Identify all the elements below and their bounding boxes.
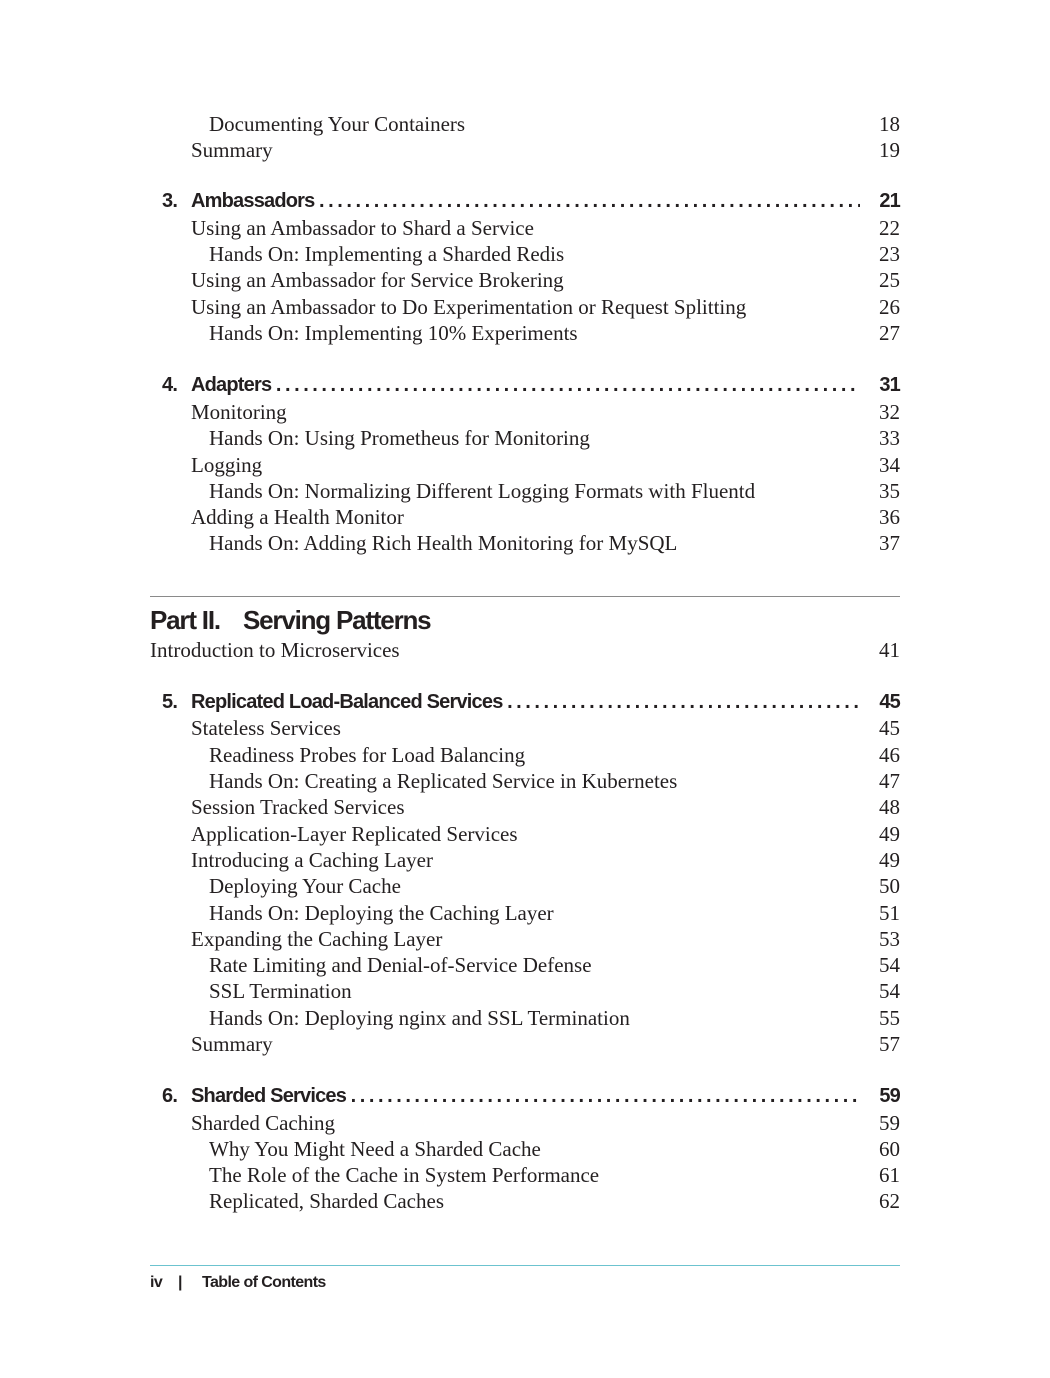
chapter-heading[interactable]	[150, 371, 900, 399]
entry-title: Monitoring	[191, 400, 287, 424]
chapter-title: Replicated Load-Balanced Services . . .	[191, 688, 860, 716]
toc-entry[interactable]	[150, 137, 900, 163]
entry-page: 55	[879, 1006, 900, 1030]
entry-page: 22	[879, 216, 900, 240]
toc-entry[interactable]	[150, 1031, 900, 1057]
entry-page: 51	[879, 901, 900, 925]
entry-title: Adding a Health Monitor	[191, 505, 404, 529]
entry-title: Rate Limiting and Denial-of-Service Defense	[209, 953, 592, 977]
entry-page: 60	[879, 1137, 900, 1161]
entry-page: 37	[879, 531, 900, 555]
chapter-heading[interactable]	[150, 187, 900, 215]
chapter-page: 21	[879, 190, 900, 212]
entry-title: Hands On: Deploying the Caching Layer	[209, 901, 554, 925]
toc-entry[interactable]	[150, 1162, 900, 1188]
entry-page: 62	[879, 1189, 900, 1213]
toc-entry[interactable]	[150, 399, 900, 425]
entry-title: Application-Layer Replicated Services	[191, 822, 518, 846]
entry-title: Using an Ambassador to Shard a Service	[191, 216, 534, 240]
toc-entry[interactable]	[150, 821, 900, 847]
toc-entry[interactable]	[150, 637, 900, 663]
chapter-number: 4.	[162, 374, 178, 396]
toc-entry[interactable]	[150, 794, 900, 820]
toc-entry[interactable]	[150, 478, 900, 504]
part-title: Serving Patterns	[243, 605, 431, 635]
toc-entry[interactable]	[150, 530, 900, 556]
entry-page: 36	[879, 505, 900, 529]
toc-entry[interactable]	[150, 715, 900, 741]
toc-entry[interactable]	[150, 978, 900, 1004]
toc-entry[interactable]	[150, 873, 900, 899]
entry-title: Introduction to Microservices	[150, 638, 400, 662]
chapter-page: 59	[879, 1085, 900, 1107]
entry-page: 34	[879, 453, 900, 477]
chapter-title: Sharded Services . . .	[191, 1082, 860, 1110]
toc-entry[interactable]	[150, 926, 900, 952]
entry-page: 47	[879, 769, 900, 793]
entry-title: Using an Ambassador for Service Brokering	[191, 268, 564, 292]
entry-page: 32	[879, 400, 900, 424]
entry-title: Using an Ambassador to Do Experimentation or Request Splitting	[191, 295, 747, 319]
entry-title: Stateless Services	[191, 716, 341, 740]
part-divider	[150, 596, 900, 597]
part-label: Part II.	[150, 605, 220, 635]
entry-title: Hands On: Creating a Replicated Service in Kubernetes	[209, 769, 678, 793]
entry-title: Summary	[191, 1032, 273, 1056]
toc-entry[interactable]	[150, 1188, 900, 1214]
chapter-heading[interactable]	[150, 1082, 900, 1110]
toc-entry[interactable]	[150, 768, 900, 794]
entry-page: 50	[879, 874, 900, 898]
toc-entry[interactable]	[150, 1136, 900, 1162]
entry-page: 27	[879, 321, 900, 345]
entry-title: Hands On: Deploying nginx and SSL Termination	[209, 1006, 630, 1030]
toc-entry[interactable]	[150, 952, 900, 978]
entry-title: Why You Might Need a Sharded Cache	[209, 1137, 541, 1161]
entry-title: The Role of the Cache in System Performance	[209, 1163, 600, 1187]
entry-page: 54	[879, 953, 900, 977]
entry-title: Deploying Your Cache	[209, 874, 401, 898]
chapter-number: 5.	[162, 691, 178, 713]
entry-page: 41	[879, 638, 900, 662]
entry-title: Sharded Caching	[191, 1111, 336, 1135]
chapter-page: 45	[879, 691, 900, 713]
toc-entry[interactable]	[150, 111, 900, 137]
entry-page: 48	[879, 795, 900, 819]
entry-title: Hands On: Implementing a Sharded Redis	[209, 242, 565, 266]
toc-entry[interactable]	[150, 847, 900, 873]
entry-title: Logging	[191, 453, 263, 477]
entry-page: 25	[879, 268, 900, 292]
toc-entry[interactable]	[150, 215, 900, 241]
entry-page: 19	[879, 138, 900, 162]
toc-entry[interactable]	[150, 1005, 900, 1031]
toc-entry[interactable]	[150, 320, 900, 346]
entry-page: 35	[879, 479, 900, 503]
footer-section: Table of Contents	[202, 1274, 326, 1291]
toc-entry[interactable]	[150, 900, 900, 926]
entry-page: 54	[879, 979, 900, 1003]
entry-page: 33	[879, 426, 900, 450]
entry-title: Expanding the Caching Layer	[191, 927, 443, 951]
entry-title: Session Tracked Services	[191, 795, 405, 819]
entry-title: Documenting Your Containers	[209, 112, 466, 136]
entry-title: SSL Termination	[209, 979, 352, 1003]
toc-entry[interactable]	[150, 504, 900, 530]
entry-title: Summary	[191, 138, 273, 162]
footer-page-number: iv	[150, 1274, 163, 1291]
entry-page: 61	[879, 1163, 900, 1187]
chapter-title: Ambassadors . . .	[191, 187, 860, 215]
footer-rule	[150, 1265, 900, 1266]
toc-entry[interactable]	[150, 425, 900, 451]
chapter-number: 3.	[162, 190, 178, 212]
toc-entry[interactable]	[150, 267, 900, 293]
chapter-page: 31	[879, 374, 900, 396]
entry-title: Hands On: Using Prometheus for Monitoring	[209, 426, 590, 450]
toc-entry[interactable]	[150, 452, 900, 478]
chapter-heading[interactable]	[150, 688, 900, 716]
entry-page: 26	[879, 295, 900, 319]
toc-entry[interactable]	[150, 294, 900, 320]
footer-separator: |	[178, 1274, 182, 1291]
entry-page: 57	[879, 1032, 900, 1056]
entry-page: 59	[879, 1111, 900, 1135]
chapter-title: Adapters . . .	[191, 371, 860, 399]
entry-page: 23	[879, 242, 900, 266]
toc-entry[interactable]	[150, 1110, 900, 1136]
toc-entry[interactable]	[150, 241, 900, 267]
toc-entry[interactable]	[150, 742, 900, 768]
entry-page: 49	[879, 848, 900, 872]
entry-page: 46	[879, 743, 900, 767]
entry-page: 49	[879, 822, 900, 846]
entry-page: 18	[879, 112, 900, 136]
entry-title: Replicated, Sharded Caches	[209, 1189, 444, 1213]
chapter-number: 6.	[162, 1085, 178, 1107]
entry-title: Hands On: Normalizing Different Logging Formats with Fluentd	[209, 479, 756, 503]
entry-page: 45	[879, 716, 900, 740]
entry-page: 53	[879, 927, 900, 951]
entry-title: Introducing a Caching Layer	[191, 848, 433, 872]
entry-title: Hands On: Implementing 10% Experiments	[209, 321, 578, 345]
entry-title: Readiness Probes for Load Balancing	[209, 743, 526, 767]
entry-title: Hands On: Adding Rich Health Monitoring for MySQL	[209, 531, 678, 555]
